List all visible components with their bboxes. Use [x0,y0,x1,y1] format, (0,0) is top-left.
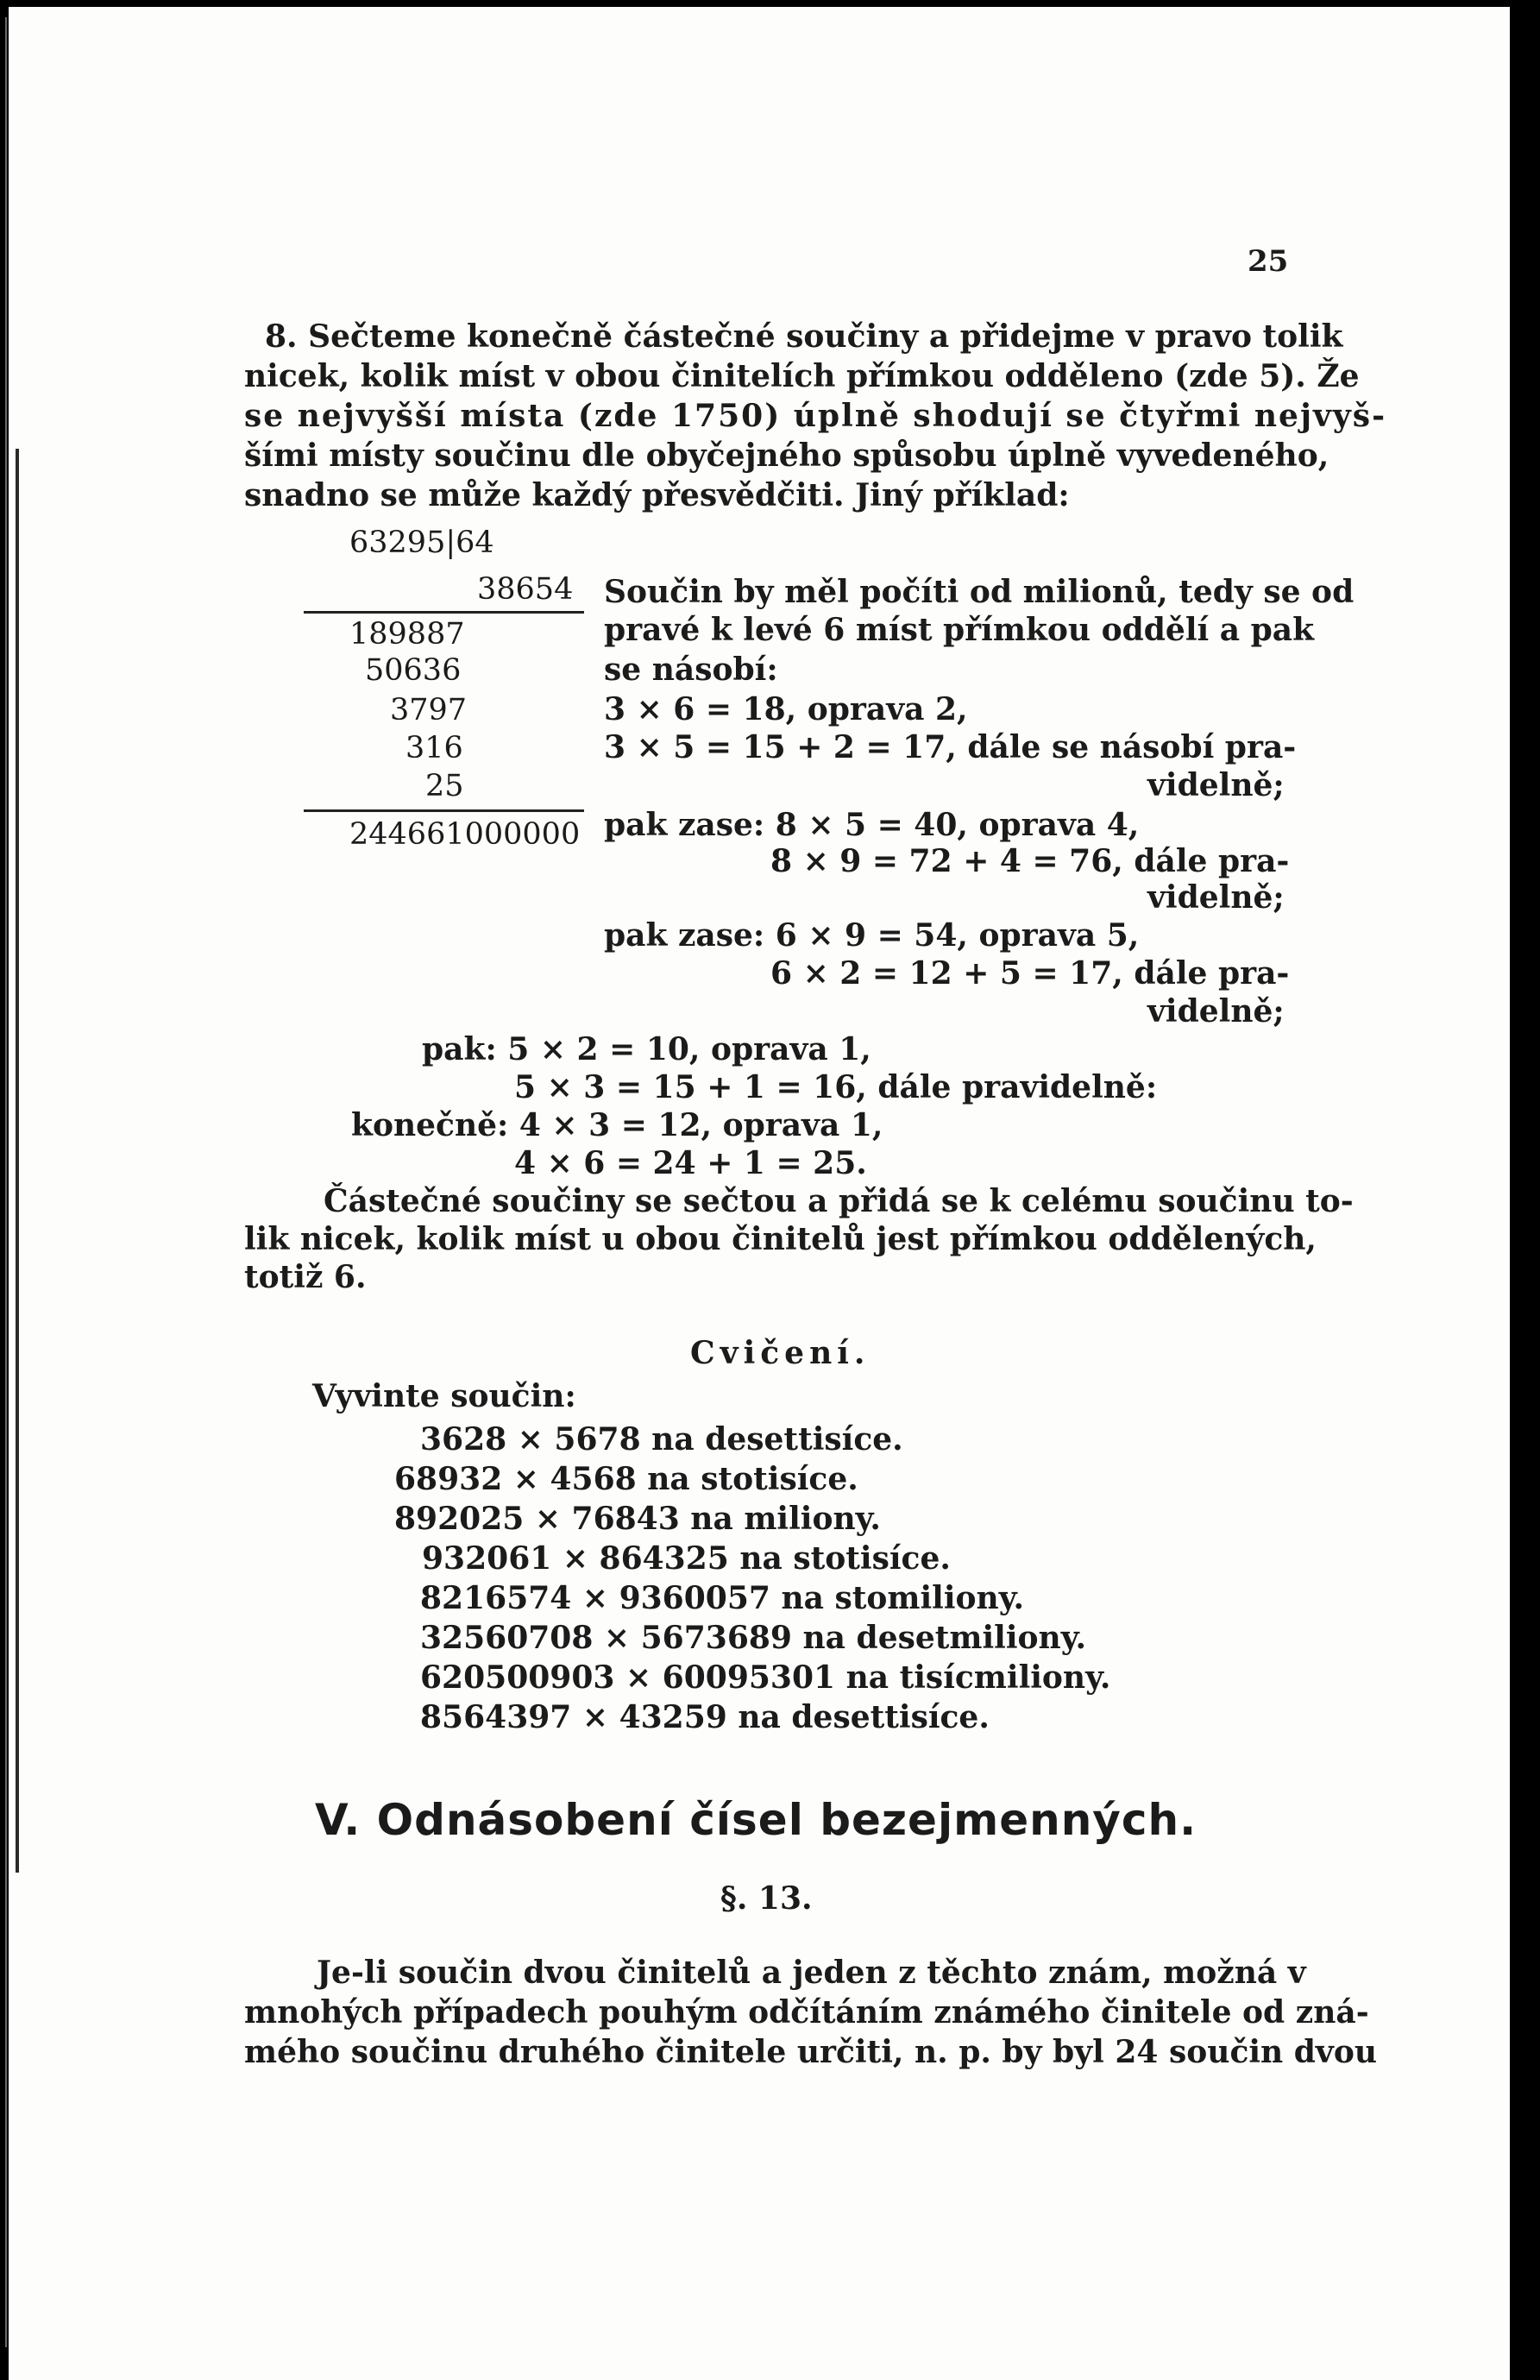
explain-line-9: videlně; [1147,879,1285,916]
exercises-title: Cvičení. [690,1335,871,1371]
exercise-item-4: 932061 × 864325 na stotisíce. [422,1540,951,1577]
explain-line-2: pravé k levé 6 míst přímkou oddělí a pak [604,612,1315,648]
explain-line-13: pak: 5 × 2 = 10, oprava 1, [422,1031,871,1067]
section-line-1: Je-li součin dvou činitelů a jeden z těchto znám, možná v [317,1955,1306,1991]
explain-line-16: 4 × 6 = 24 + 1 = 25. [514,1145,867,1181]
explain-line-15: konečně: 4 × 3 = 12, oprava 1, [351,1107,883,1143]
explain-line-6: videlně; [1147,767,1285,803]
section-line-2: mnohých případech pouhým odčítáním známého činitele od zná- [244,1994,1369,2031]
intro-line-4: šími místy součinu dle obyčejného spůsobu úplně vyvedeného, [244,438,1329,474]
calc-multiplier: 38654 [477,572,574,607]
calc-result: 244661000000 [349,817,581,852]
explain-line-14: 5 × 3 = 15 + 1 = 16, dále pravidelně: [514,1069,1158,1105]
exercise-item-8: 8564397 × 43259 na desettisíce. [420,1699,990,1735]
exercise-item-1: 3628 × 5678 na desettisíce. [420,1421,903,1458]
calc-header: 63295|64 [349,526,494,560]
explain-line-10: pak zase: 6 × 9 = 54, oprava 5, [604,917,1140,954]
exercise-item-6: 32560708 × 5673689 na desetmiliony. [420,1620,1087,1656]
explain-line-8: 8 × 9 = 72 + 4 = 76, dále pra- [770,843,1290,879]
exercise-item-5: 8216574 × 9360057 na stomiliony. [420,1580,1025,1616]
explain-line-5: 3 × 5 = 15 + 2 = 17, dále se násobí pra- [604,729,1297,765]
section-line-3: mého součinu druhého činitele určiti, n. p. by byl 24 součin dvou [244,2034,1378,2070]
explain-line-3: se násobí: [604,652,778,688]
closing-line-3: totiž 6. [244,1259,367,1295]
calc-rule-top [304,611,584,614]
intro-line-1: 8. Sečteme konečně částečné součiny a přidejme v pravo tolik [265,318,1343,355]
exercises-intro: Vyvinte součin: [312,1378,576,1414]
explain-line-7: pak zase: 8 × 5 = 40, oprava 4, [604,807,1140,843]
calc-partial-4: 316 [405,731,463,765]
exercise-item-7: 620500903 × 60095301 na tisícmiliony. [420,1659,1111,1696]
intro-line-3: se nejvyšší místa (zde 1750) úplně shodují se čtyřmi nejvyš- [244,398,1387,434]
exercise-item-2: 68932 × 4568 na stotisíce. [394,1461,858,1497]
calc-partial-5: 25 [425,769,464,803]
closing-line-2: lik nicek, kolik míst u obou činitelů jest přímkou oddělených, [244,1221,1317,1257]
calc-partial-2: 50636 [365,653,462,688]
explain-line-1: Součin by měl počíti od milionů, tedy se od [604,574,1355,610]
calc-partial-1: 189887 [349,617,465,652]
calc-partial-3: 3797 [390,693,468,727]
calc-rule-bottom [304,809,584,812]
explain-line-4: 3 × 6 = 18, oprava 2, [604,691,968,727]
page-number: 25 [1248,244,1289,279]
explain-line-12: videlně; [1147,993,1285,1029]
binding-edge [5,17,7,2347]
intro-line-2: nicek, kolik míst v obou činitelích přímkou odděleno (zde 5). Že [244,358,1360,394]
section-heading: V. Odnásobení čísel bezejmenných. [315,1795,1197,1845]
closing-line-1: Částečné součiny se sečtou a přidá se k celému součinu to- [324,1183,1354,1219]
binding-edge-dark [16,449,19,1873]
exercise-item-3: 892025 × 76843 na miliony. [394,1501,881,1537]
paragraph-number: §. 13. [720,1880,813,1917]
explain-line-11: 6 × 2 = 12 + 5 = 17, dále pra- [770,955,1290,992]
intro-line-5: snadno se může každý přesvědčiti. Jiný příklad: [244,477,1070,513]
